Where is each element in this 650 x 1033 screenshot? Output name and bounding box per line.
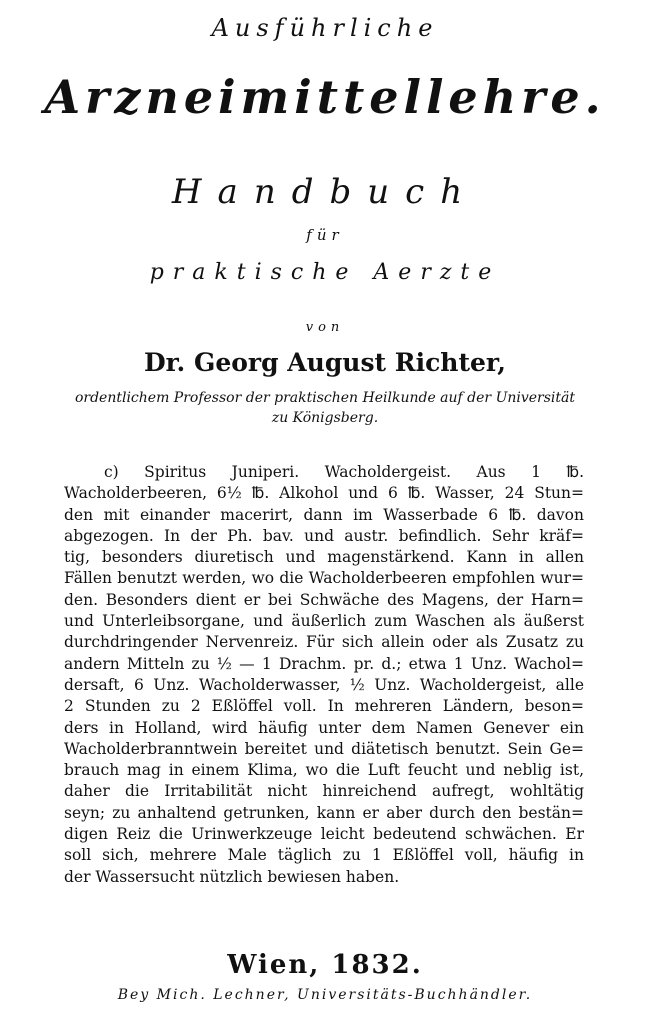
- entry-line: durchdringender Nervenreiz. Für sich allein oder als Zusatz zu: [64, 633, 584, 652]
- place-year: Wien, 1832.: [227, 950, 423, 980]
- entry-line: Wacholderbeeren, 6½ ℔. Alkohol und 6 ℔. Wasser, 24 Stun=: [64, 484, 584, 503]
- audience-line: praktische Aerzte: [149, 260, 501, 285]
- entry-text: [64, 462, 584, 888]
- affiliation-line-1: ordentlichem Professor der praktischen Heilkunde auf der Universität: [74, 390, 576, 406]
- main-title: Arzneimittellehre.: [44, 70, 606, 124]
- by-label: von: [305, 320, 345, 335]
- for-label: für: [306, 226, 344, 244]
- entry-line: seyn; zu anhaltend getrunken, kann er aber durch den bestän=: [64, 803, 584, 822]
- handbook-heading: Handbuch: [171, 172, 479, 212]
- subtitle: Ausführliche: [211, 14, 439, 42]
- entry-line: soll sich, mehrere Male täglich zu 1 Eßlöffel voll, häufig in: [64, 846, 584, 865]
- entry-line: den mit einander macerirt, dann im Wasserbade 6 ℔. davon: [64, 505, 584, 524]
- entry-line: der Wassersucht nützlich bewiesen haben.: [64, 867, 400, 886]
- entry-line: c) Spiritus Juniperi. Wacholdergeist. Aus 1 ℔.: [104, 463, 584, 481]
- entry-line: tig, besonders diuretisch und magenstärkend. Kann in allen: [64, 548, 584, 567]
- entry-line: den. Besonders dient er bei Schwäche des Magens, der Harn=: [64, 590, 584, 609]
- entry-line: brauch mag in einem Klima, wo die Luft feucht und neblig ist,: [64, 761, 584, 780]
- entry-line: Fällen benutzt werden, wo die Wacholderbeeren empfohlen wur=: [64, 569, 584, 588]
- publisher-line: Bey Mich. Lechner, Universitäts-Buchhändler.: [117, 987, 533, 1003]
- author-name: Dr. Georg August Richter,: [144, 348, 506, 377]
- entry-line: digen Reiz die Urinwerkzeuge leicht bedeutend schwächen. Er: [64, 825, 584, 844]
- entry-line: Wacholderbranntwein bereitet und diätetisch benutzt. Sein Ge=: [64, 739, 584, 758]
- entry-line: ders in Holland, wird häufig unter dem Namen Genever ein: [64, 718, 584, 737]
- affiliation-line-2: zu Königsberg.: [271, 410, 379, 426]
- entry-line: dersaft, 6 Unz. Wacholderwasser, ½ Unz. Wacholdergeist, alle: [64, 675, 584, 694]
- entry-line: daher die Irritabilität nicht hinreichend aufregt, wohltätig: [64, 782, 584, 801]
- entry-line: 2 Stunden zu 2 Eßlöffel voll. In mehreren Ländern, beson=: [64, 697, 584, 716]
- entry-line: abgezogen. In der Ph. bav. und austr. befindlich. Sehr kräf=: [64, 526, 584, 545]
- entry-line: andern Mitteln zu ½ — 1 Drachm. pr. d.; etwa 1 Unz. Wachol=: [64, 654, 584, 673]
- entry-line: und Unterleibsorgane, und äußerlich zum Waschen als äußerst: [64, 612, 584, 631]
